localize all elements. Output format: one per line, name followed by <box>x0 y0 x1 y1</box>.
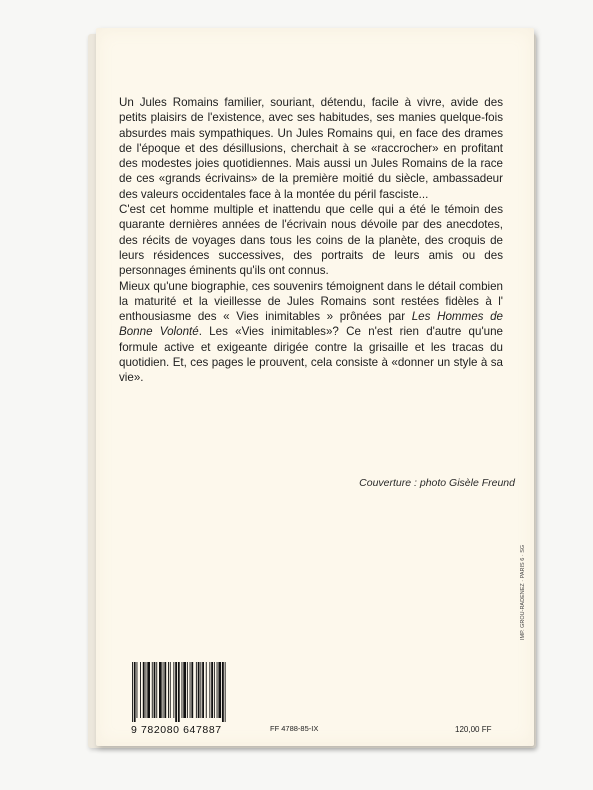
blurb-paragraph-1: Un Jules Romains familier, souriant, détendu, facile à vivre, avide des petits plaisirs de l'existence, avec ses habitudes, ses manies quelque-fois absurdes mais sympathiques. Un Jules Romains qui, en face des drames de l'époque et des désillusions, cherchait à se «raccrocher» en profitant des modestes joies quotidiennes. Mais aussi un Jules Romains de la race de ces «grands écrivains» de la première moitié du siècle, ambassadeur des valeurs occidentales face à la montée du péril fasciste... <box>119 96 503 201</box>
barcode-bar <box>222 662 224 722</box>
barcode-bar <box>173 662 174 718</box>
barcode-bar <box>152 662 153 718</box>
barcode-bar <box>217 662 218 718</box>
blurb-paragraph-3-end: . Les «Vies inimitables»? Ce n'est rien d'autre qu'une formule active et exigeante dirigée contre la grisaille et les tracas du quotidien. Et, ces pages le prouvent, cela consiste à «donner un style à sa vie». <box>119 325 503 385</box>
barcode-bar <box>164 662 166 718</box>
barcode-bar <box>137 662 138 718</box>
barcode-bar <box>214 662 215 718</box>
barcode-bar <box>187 662 188 718</box>
barcode-bar <box>178 662 180 722</box>
barcode-bar <box>159 662 162 718</box>
barcode-bar <box>200 662 201 718</box>
barcode-number: 9 782080 647887 <box>131 724 222 736</box>
barcode-bar <box>206 662 207 718</box>
isbn-barcode <box>131 662 256 722</box>
barcode-bar <box>156 662 157 718</box>
barcode-bar <box>209 662 210 718</box>
barcode-bar <box>175 662 177 722</box>
barcode-bar <box>190 662 191 718</box>
blurb-paragraph-2: C'est cet homme multiple et inattendu que celle qui a été le témoin des quarante dernières années de l'écrivain nous dévoile par des anecdotes, des récits de voyages dans tous les coins de la planète, des croquis de leurs résidences successives, des portraits de leurs amis ou des personnages éminents qu'ils ont connus. <box>119 203 503 278</box>
cover-photo-credit: Couverture : photo Gisèle Freund <box>359 477 515 489</box>
barcode-bar <box>182 662 183 718</box>
blurb-paragraph-3 <box>119 279 503 386</box>
barcode-bar <box>202 662 204 718</box>
reference-code: FF 4788-85-IX <box>270 724 319 733</box>
barcode-bar <box>140 662 141 718</box>
barcode-bar <box>196 662 197 718</box>
barcode-bar <box>191 662 193 718</box>
book-title-reference: Les Hommes de Bonne Volonté <box>119 310 503 339</box>
barcode-bar <box>225 662 226 722</box>
barcode-bar <box>183 662 186 718</box>
barcode-bar <box>218 662 221 718</box>
barcode-bar <box>134 662 136 722</box>
barcode-bar <box>163 662 164 718</box>
back-cover-blurb <box>119 95 503 386</box>
price-label: 120,00 FF <box>455 725 492 734</box>
barcode-bar <box>211 662 213 718</box>
barcode-bar <box>147 662 150 718</box>
barcode-bar <box>198 662 200 718</box>
barcode-bar <box>132 662 133 722</box>
printer-imprint: IMP. GROU-RADENEZ · PARIS 6 · SG <box>520 544 526 640</box>
barcode-bar <box>168 662 169 718</box>
barcode-bar <box>154 662 156 718</box>
barcode-bar <box>143 662 145 718</box>
blurb-paragraph-3-start: Mieux qu'une biographie, ces souvenirs témoignent dans le détail combien la maturité et la vieillesse de Jules Romains sont restées fidèles à l' enthousiasme des « Vies inimitables » prônées par <box>119 279 503 324</box>
barcode-bar <box>146 662 147 718</box>
barcode-bar <box>170 662 171 718</box>
